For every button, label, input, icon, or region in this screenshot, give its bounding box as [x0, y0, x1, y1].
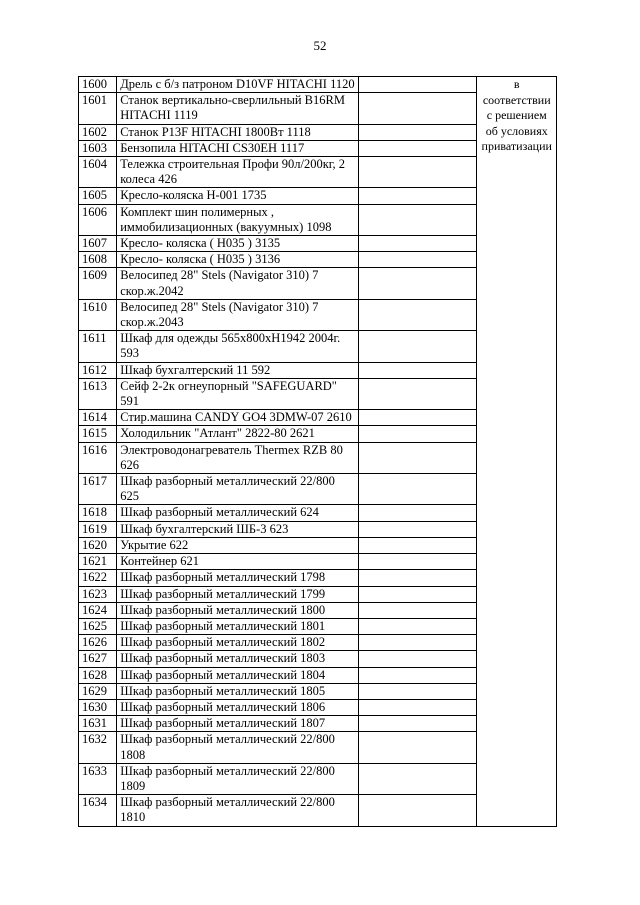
item-number: 1615: [79, 426, 117, 442]
item-name: Шкаф разборный металлический 1803: [117, 651, 359, 667]
item-name: Шкаф разборный металлический 22/800 625: [117, 474, 359, 505]
page-number: 52: [313, 38, 327, 53]
item-number: 1602: [79, 124, 117, 140]
item-name: Шкаф разборный металлический 624: [117, 505, 359, 521]
item-number: 1611: [79, 331, 117, 362]
empty-cell: [358, 188, 477, 204]
empty-cell: [358, 651, 477, 667]
item-name: Кресло-коляска Н-001 1735: [117, 188, 359, 204]
empty-cell: [358, 521, 477, 537]
item-number: 1619: [79, 521, 117, 537]
item-name: Шкаф разборный металлический 1807: [117, 716, 359, 732]
empty-cell: [358, 537, 477, 553]
item-number: 1634: [79, 795, 117, 826]
empty-cell: [358, 268, 477, 299]
empty-cell: [358, 586, 477, 602]
item-number: 1625: [79, 618, 117, 634]
item-number: 1610: [79, 299, 117, 330]
item-name: Шкаф разборный металлический 1799: [117, 586, 359, 602]
item-name: Станок P13F HITACHI 1800Вт 1118: [117, 124, 359, 140]
empty-cell: [358, 252, 477, 268]
item-number: 1627: [79, 651, 117, 667]
empty-cell: [358, 716, 477, 732]
empty-cell: [358, 77, 477, 93]
empty-cell: [358, 157, 477, 188]
empty-cell: [358, 299, 477, 330]
item-name: Шкаф разборный металлический 1806: [117, 699, 359, 715]
empty-cell: [358, 635, 477, 651]
item-number: 1603: [79, 140, 117, 156]
empty-cell: [358, 362, 477, 378]
item-name: Шкаф бухгалтерский 11 592: [117, 362, 359, 378]
item-name: Шкаф разборный металлический 1798: [117, 570, 359, 586]
empty-cell: [358, 236, 477, 252]
empty-cell: [358, 410, 477, 426]
item-name: Электроводонагреватель Thermex RZB 80 626: [117, 442, 359, 473]
item-number: 1633: [79, 763, 117, 794]
item-name: Стир.машина CANDY GO4 3DMW-07 2610: [117, 410, 359, 426]
item-name: Укрытие 622: [117, 537, 359, 553]
empty-cell: [358, 505, 477, 521]
item-number: 1606: [79, 204, 117, 235]
privatization-note: в соответствии с решением об условиях приватизации: [477, 77, 557, 827]
item-number: 1617: [79, 474, 117, 505]
empty-cell: [358, 204, 477, 235]
item-number: 1626: [79, 635, 117, 651]
item-name: Шкаф разборный металлический 22/800 1809: [117, 763, 359, 794]
item-number: 1609: [79, 268, 117, 299]
item-name: Шкаф разборный металлический 22/800 1808: [117, 732, 359, 763]
item-name: Шкаф разборный металлический 22/800 1810: [117, 795, 359, 826]
item-name: Кресло- коляска ( Н035 ) 3135: [117, 236, 359, 252]
empty-cell: [358, 93, 477, 124]
item-number: 1614: [79, 410, 117, 426]
item-number: 1616: [79, 442, 117, 473]
item-number: 1600: [79, 77, 117, 93]
item-number: 1604: [79, 157, 117, 188]
inventory-table: [78, 76, 557, 827]
item-name: Сейф 2-2к огнеупорный "SAFEGUARD" 591: [117, 378, 359, 409]
empty-cell: [358, 124, 477, 140]
item-number: 1621: [79, 554, 117, 570]
item-number: 1628: [79, 667, 117, 683]
item-number: 1601: [79, 93, 117, 124]
item-name: Тележка строительная Профи 90л/200кг, 2 колеса 426: [117, 157, 359, 188]
item-name: Комплект шин полимерных , иммобилизационных (вакуумных) 1098: [117, 204, 359, 235]
item-name: Контейнер 621: [117, 554, 359, 570]
empty-cell: [358, 331, 477, 362]
item-name: Холодильник "Атлант" 2822-80 2621: [117, 426, 359, 442]
item-number: 1613: [79, 378, 117, 409]
empty-cell: [358, 554, 477, 570]
inventory-table-body: [79, 77, 557, 827]
empty-cell: [358, 474, 477, 505]
item-number: 1630: [79, 699, 117, 715]
item-number: 1624: [79, 602, 117, 618]
empty-cell: [358, 426, 477, 442]
empty-cell: [358, 732, 477, 763]
empty-cell: [358, 683, 477, 699]
empty-cell: [358, 378, 477, 409]
item-name: Шкаф разборный металлический 1802: [117, 635, 359, 651]
empty-cell: [358, 140, 477, 156]
table-row: [79, 77, 557, 93]
item-number: 1620: [79, 537, 117, 553]
item-name: Шкаф бухгалтерский ШБ-3 623: [117, 521, 359, 537]
item-number: 1631: [79, 716, 117, 732]
item-number: 1632: [79, 732, 117, 763]
item-name: Велосипед 28" Stels (Navigator 310) 7 скор.ж.2042: [117, 268, 359, 299]
empty-cell: [358, 763, 477, 794]
item-number: 1618: [79, 505, 117, 521]
empty-cell: [358, 570, 477, 586]
item-name: Шкаф разборный металлический 1801: [117, 618, 359, 634]
item-name: Шкаф разборный металлический 1805: [117, 683, 359, 699]
item-number: 1612: [79, 362, 117, 378]
item-number: 1605: [79, 188, 117, 204]
item-number: 1607: [79, 236, 117, 252]
item-name: Велосипед 28" Stels (Navigator 310) 7 скор.ж.2043: [117, 299, 359, 330]
item-name: Шкаф разборный металлический 1800: [117, 602, 359, 618]
item-number: 1623: [79, 586, 117, 602]
item-number: 1629: [79, 683, 117, 699]
item-name: Шкаф для одежды 565х800хН1942 2004г. 593: [117, 331, 359, 362]
empty-cell: [358, 699, 477, 715]
empty-cell: [358, 795, 477, 826]
empty-cell: [358, 618, 477, 634]
item-number: 1622: [79, 570, 117, 586]
item-number: 1608: [79, 252, 117, 268]
empty-cell: [358, 602, 477, 618]
item-name: Кресло- коляска ( Н035 ) 3136: [117, 252, 359, 268]
item-name: Бензопила HITACHI CS30EH 1117: [117, 140, 359, 156]
empty-cell: [358, 442, 477, 473]
item-name: Дрель с б/з патроном D10VF HITACHI 1120: [117, 77, 359, 93]
item-name: Шкаф разборный металлический 1804: [117, 667, 359, 683]
empty-cell: [358, 667, 477, 683]
item-name: Станок вертикально-сверлильный B16RM HITACHI 1119: [117, 93, 359, 124]
